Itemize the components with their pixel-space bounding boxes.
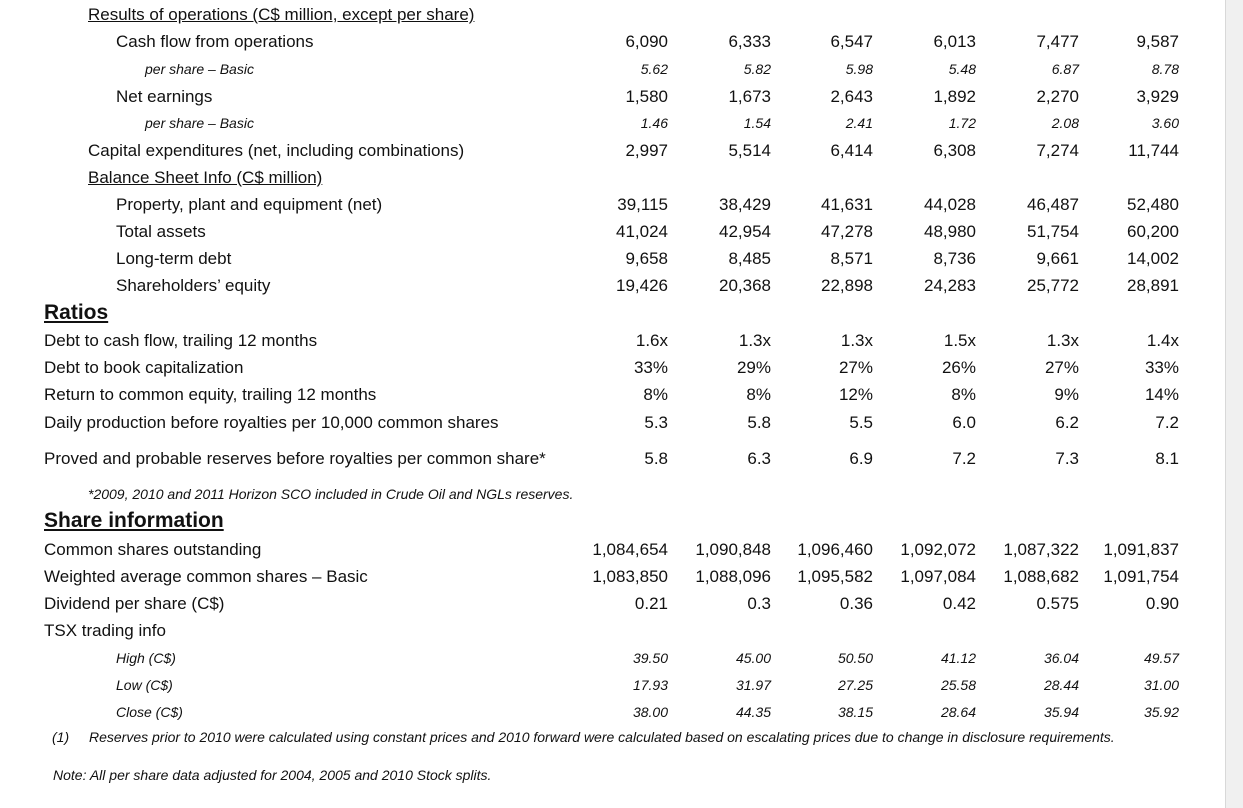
value-cell: 5.82 [743,61,771,77]
value-cell: 6,090 [625,32,668,51]
table-row [0,650,1226,674]
table-row [0,677,1226,701]
value-cell: 50.50 [837,650,873,666]
value-cell: 1,088,682 [1003,567,1079,586]
value-cell: 8% [643,385,668,404]
value-cell: 1,097,084 [900,567,976,586]
value-cell: 31.97 [735,677,771,693]
value-cell: 24,283 [924,276,976,295]
value-cell: 26% [941,358,976,377]
row-label: Net earnings [116,87,213,106]
value-cell: 1,091,837 [1103,540,1179,559]
reserves-footnote: *2009, 2010 and 2011 Horizon SCO included in Crude Oil and NGLs reserves. [88,486,574,502]
value-cell: 2,270 [1036,87,1079,106]
table-row [0,87,1226,111]
tsx-label: TSX trading info [44,621,166,640]
value-cell: 8% [746,385,771,404]
value-cell: 8.1 [1155,449,1179,468]
value-cell: 1,087,322 [1003,540,1079,559]
results-header: Results of operations (C$ million, except per share) [88,5,475,24]
value-cell: 38,429 [719,195,771,214]
table-row [0,540,1226,564]
value-cell: 6.9 [849,449,873,468]
share-heading: Share information [44,509,224,532]
value-cell: 42,954 [719,222,771,241]
table-row [0,276,1226,300]
row-label: Low (C$) [116,677,173,693]
value-cell: 14,002 [1127,249,1179,268]
value-cell: 1,083,850 [592,567,668,586]
footnote-marker: (1) [52,729,70,745]
value-cell: 19,426 [616,276,668,295]
row-label: Weighted average common shares – Basic [44,567,368,586]
row-label: per share – Basic [145,61,254,77]
value-cell: 22,898 [821,276,873,295]
table-row [0,61,1226,85]
value-cell: 17.93 [632,677,668,693]
value-cell: 49.57 [1143,650,1179,666]
value-cell: 9% [1054,385,1079,404]
value-cell: 14% [1144,385,1179,404]
row-label: Daily production before royalties per 10,000 common shares [44,413,499,432]
value-cell: 2,643 [830,87,873,106]
value-cell: 1,095,582 [797,567,873,586]
row-label: per share – Basic [145,115,254,131]
value-cell: 28,891 [1127,276,1179,295]
value-cell: 25,772 [1027,276,1079,295]
value-cell: 6,333 [728,32,771,51]
value-cell: 8,736 [933,249,976,268]
value-cell: 1.46 [640,115,668,131]
footnote-row [0,486,1226,510]
value-cell: 47,278 [821,222,873,241]
table-row [0,115,1226,139]
row-label: Capital expenditures (net, including combinations) [88,141,465,160]
value-cell: 7,274 [1036,141,1079,160]
row-label: Shareholders’ equity [116,276,271,295]
row-label: Common shares outstanding [44,540,262,559]
balance-header-row [0,168,1226,192]
value-cell: 5,514 [728,141,771,160]
table-row [0,385,1226,409]
value-cell: 9,661 [1036,249,1079,268]
value-cell: 0.42 [942,594,976,613]
stock-split-note: Note: All per share data adjusted for 2004, 2005 and 2010 Stock splits. [53,767,492,783]
value-cell: 35.92 [1143,704,1179,720]
table-row [0,141,1226,165]
table-row [0,195,1226,219]
value-cell: 20,368 [719,276,771,295]
value-cell: 3.60 [1151,115,1179,131]
table-row [0,32,1226,56]
value-cell: 0.21 [634,594,668,613]
table-row [0,449,1226,473]
table-row [0,222,1226,246]
value-cell: 1,673 [728,87,771,106]
value-cell: 7.2 [1155,413,1179,432]
row-label: Total assets [116,222,206,241]
value-cell: 1,096,460 [797,540,873,559]
table-row [0,567,1226,591]
value-cell: 6.2 [1055,413,1079,432]
value-cell: 5.5 [849,413,873,432]
value-cell: 2.41 [845,115,873,131]
value-cell: 8% [951,385,976,404]
value-cell: 41.12 [940,650,976,666]
value-cell: 1.5x [943,331,976,350]
value-cell: 51,754 [1027,222,1079,241]
value-cell: 3,929 [1136,87,1179,106]
value-cell: 6,013 [933,32,976,51]
value-cell: 29% [736,358,771,377]
tsx-label-row [0,621,1226,645]
value-cell: 1,091,754 [1103,567,1179,586]
footnote-1 [52,729,1182,746]
value-cell: 2,997 [625,141,668,160]
value-cell: 6,414 [830,141,873,160]
value-cell: 41,024 [616,222,668,241]
value-cell: 7,477 [1036,32,1079,51]
footnote-text: Reserves prior to 2010 were calculated using constant prices and 2010 forward were calculated based on escalating prices due to change in disclosure requirements. [89,729,1115,745]
value-cell: 0.575 [1036,594,1079,613]
value-cell: 39.50 [632,650,668,666]
value-cell: 5.8 [747,413,771,432]
note-row [0,767,1226,791]
balance-header: Balance Sheet Info (C$ million) [88,168,323,187]
value-cell: 41,631 [821,195,873,214]
value-cell: 44,028 [924,195,976,214]
value-cell: 1,084,654 [592,540,668,559]
value-cell: 44.35 [735,704,771,720]
table-row [0,704,1226,728]
value-cell: 6,308 [933,141,976,160]
value-cell: 48,980 [924,222,976,241]
value-cell: 27% [838,358,873,377]
value-cell: 27% [1044,358,1079,377]
results-header-row [0,5,1226,29]
value-cell: 46,487 [1027,195,1079,214]
row-label: Property, plant and equipment (net) [116,195,383,214]
table-row [0,249,1226,273]
value-cell: 39,115 [617,195,668,214]
row-label: Debt to cash flow, trailing 12 months [44,331,318,350]
row-label: Return to common equity, trailing 12 months [44,385,377,404]
table-row [0,358,1226,382]
value-cell: 7.3 [1055,449,1079,468]
value-cell: 8,571 [830,249,873,268]
value-cell: 1.4x [1146,331,1179,350]
value-cell: 1,090,848 [695,540,771,559]
value-cell: 5.3 [644,413,668,432]
value-cell: 1,088,096 [695,567,771,586]
ratios-heading: Ratios [44,301,109,324]
value-cell: 36.04 [1043,650,1079,666]
value-cell: 2.08 [1051,115,1079,131]
table-row [0,594,1226,618]
row-label: Dividend per share (C$) [44,594,225,613]
value-cell: 12% [838,385,873,404]
value-cell: 28.64 [940,704,976,720]
value-cell: 6.87 [1051,61,1079,77]
value-cell: 0.90 [1145,594,1179,613]
ratios-heading-row [0,301,1226,329]
value-cell: 1.3x [840,331,873,350]
value-cell: 1.3x [738,331,771,350]
value-cell: 27.25 [837,677,873,693]
value-cell: 6.0 [952,413,976,432]
value-cell: 8.78 [1151,61,1179,77]
value-cell: 1,892 [933,87,976,106]
value-cell: 6,547 [830,32,873,51]
value-cell: 9,658 [625,249,668,268]
value-cell: 1.72 [948,115,976,131]
value-cell: 0.3 [747,594,771,613]
row-label: Proved and probable reserves before royalties per common share* [44,449,546,468]
value-cell: 1.3x [1046,331,1079,350]
value-cell: 11,744 [1128,141,1179,160]
row-label: Long-term debt [116,249,232,268]
value-cell: 5.48 [948,61,976,77]
value-cell: 7.2 [952,449,976,468]
value-cell: 33% [1144,358,1179,377]
row-label: Debt to book capitalization [44,358,244,377]
value-cell: 1.6x [635,331,668,350]
share-heading-row [0,509,1226,537]
value-cell: 52,480 [1127,195,1179,214]
value-cell: 5.62 [640,61,668,77]
value-cell: 35.94 [1043,704,1079,720]
page-edge [1225,0,1243,808]
value-cell: 9,587 [1136,32,1179,51]
value-cell: 1,092,072 [900,540,976,559]
value-cell: 45.00 [735,650,771,666]
value-cell: 38.15 [837,704,873,720]
value-cell: 6.3 [747,449,771,468]
row-label: Cash flow from operations [116,32,314,51]
table-row [0,331,1226,355]
value-cell: 5.8 [644,449,668,468]
row-label: High (C$) [116,650,176,666]
value-cell: 1,580 [625,87,668,106]
value-cell: 31.00 [1143,677,1179,693]
value-cell: 0.36 [839,594,873,613]
row-label: Close (C$) [116,704,183,720]
value-cell: 28.44 [1043,677,1079,693]
value-cell: 5.98 [845,61,873,77]
value-cell: 1.54 [743,115,771,131]
value-cell: 38.00 [632,704,668,720]
value-cell: 60,200 [1127,222,1179,241]
value-cell: 33% [633,358,668,377]
table-row [0,413,1226,437]
value-cell: 8,485 [728,249,771,268]
value-cell: 25.58 [940,677,976,693]
